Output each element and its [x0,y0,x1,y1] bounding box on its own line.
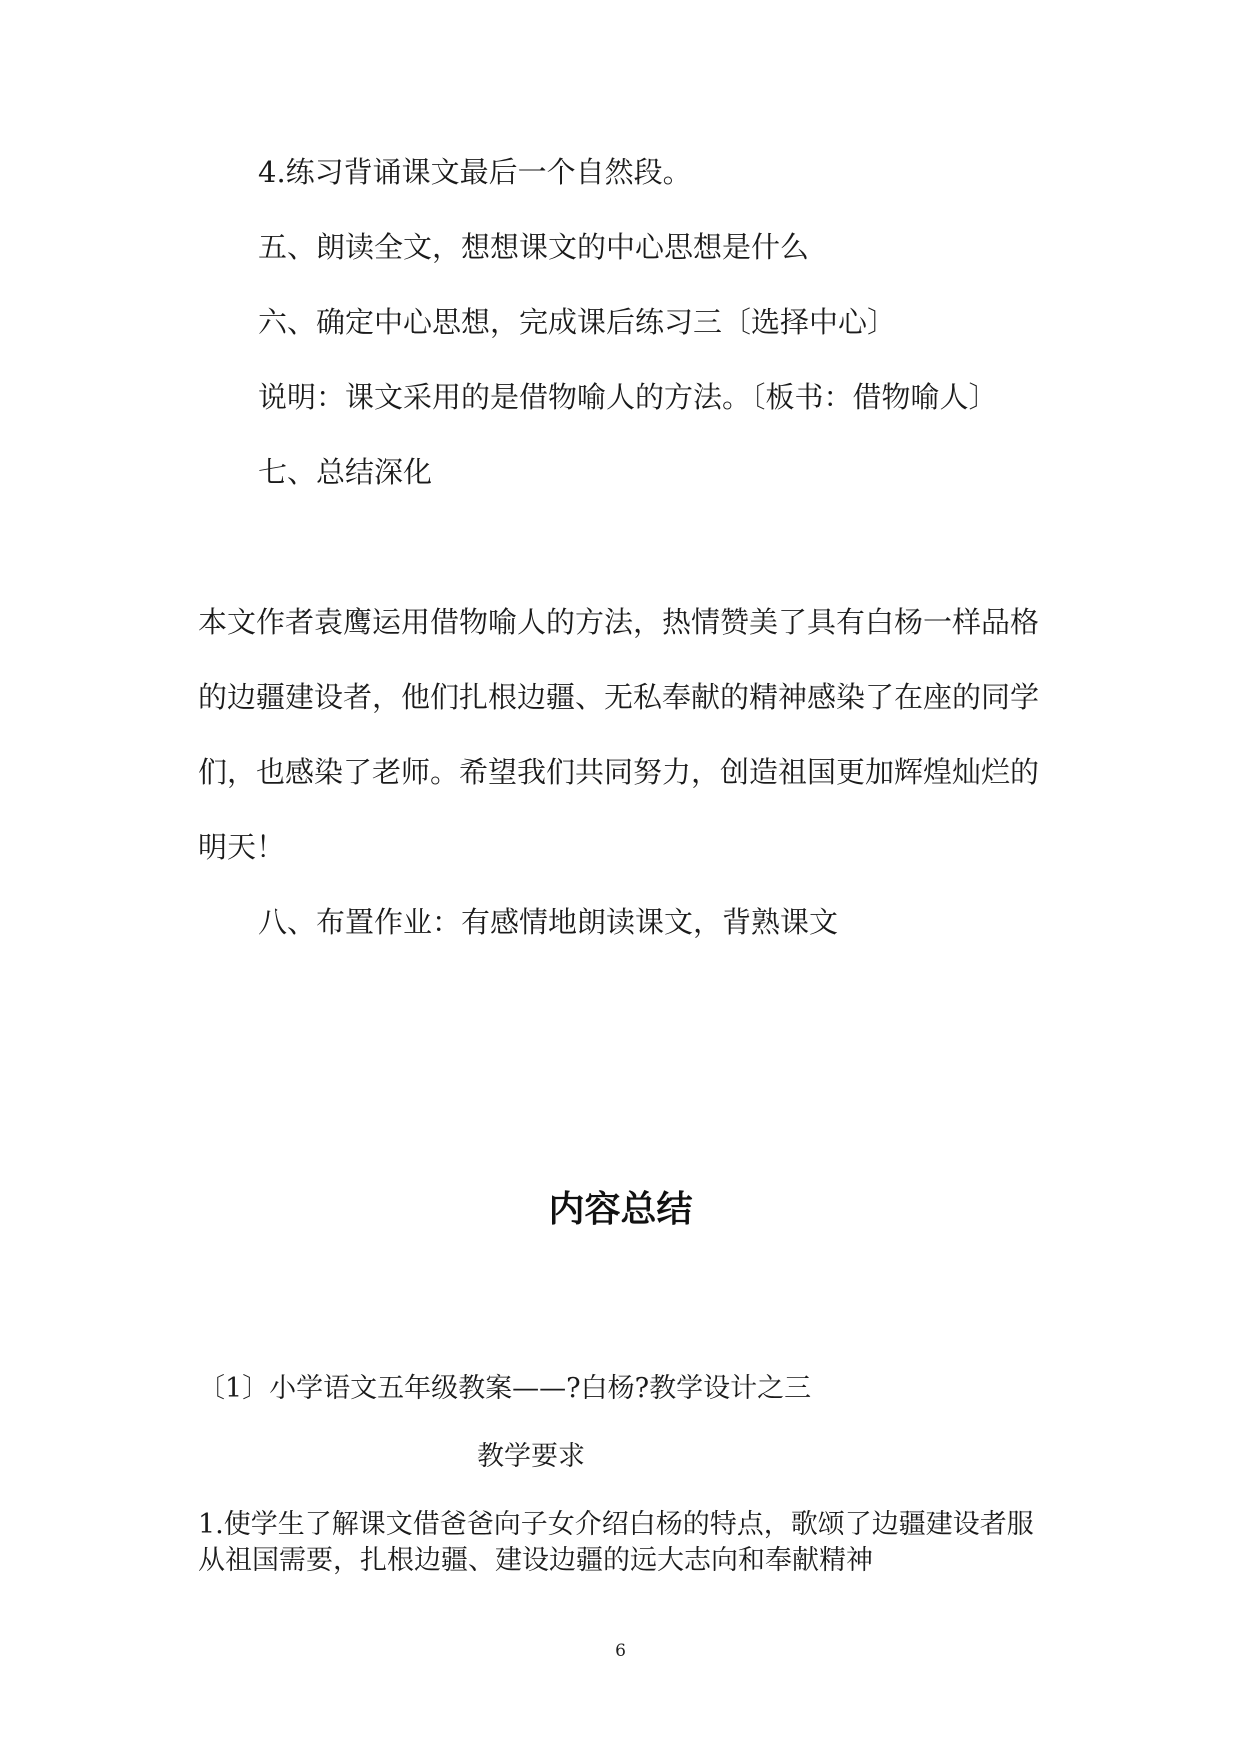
teaching-requirements-subheading: 教学要求 [477,1441,585,1472]
paragraph-line: 本文作者袁鹰运用借物喻人的方法，热情赞美了具有白杨一样品格 [198,605,1040,639]
section-8-text: 八、布置作业：有感情地朗读课文，背熟课文 [258,905,839,939]
requirement-1-line: 从祖国需要，扎根边疆、建设边疆的远大志向和奉献精神 [198,1545,873,1576]
step-4-text: 4.练习背诵课文最后一个自然段。 [258,155,692,189]
requirement-1-line: 1.使学生了解课文借爸爸向子女介绍白杨的特点，歌颂了边疆建设者服 [198,1509,1034,1540]
explanation-text: 说明：课文采用的是借物喻人的方法。〔板书：借物喻人〕 [258,380,998,414]
content-summary-heading: 内容总结 [548,1189,693,1230]
section-5-text: 五、朗读全文，想想课文的中心思想是什么 [258,230,810,264]
paragraph-line: 明天！ [198,830,286,864]
paragraph-line: 们，也感染了老师。希望我们共同努力，创造祖国更加辉煌灿烂的 [198,755,1040,789]
paragraph-line: 的边疆建设者，他们扎根边疆、无私奉献的精神感染了在座的同学 [198,680,1040,714]
section-7-text: 七、总结深化 [258,455,433,489]
summary-item-1: 〔1〕小学语文五年级教案——?白杨?教学设计之三 [198,1373,812,1404]
section-6-text: 六、确定中心思想，完成课后练习三〔选择中心〕 [258,305,897,339]
page-number: 6 [615,1641,626,1661]
